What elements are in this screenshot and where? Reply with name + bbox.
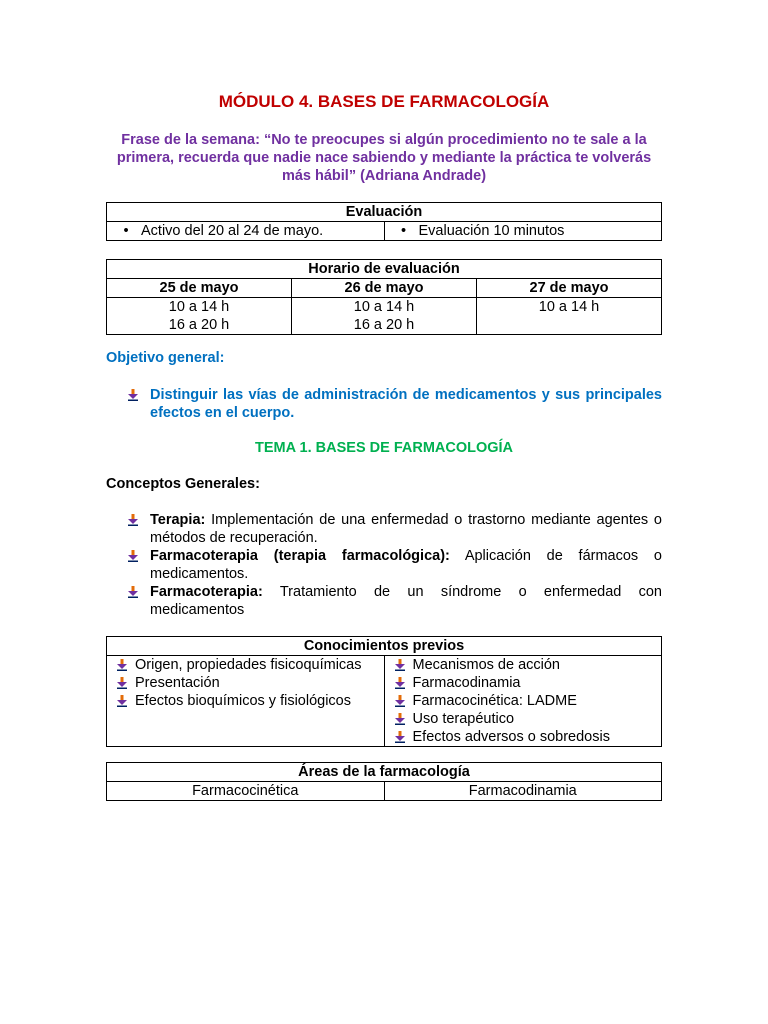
tema-heading: TEMA 1. BASES DE FARMACOLOGÍA <box>254 440 514 456</box>
arrow-bullet-icon <box>117 659 127 671</box>
horario-slot: 10 a 14 h <box>538 299 600 315</box>
concepto-item <box>106 511 662 547</box>
conocimiento-text: Farmacodinamia <box>412 675 521 691</box>
objetivo-item <box>106 386 662 422</box>
conocimientos-table <box>106 636 662 747</box>
conocimiento-text: Origen, propiedades fisicoquímicas <box>135 657 362 673</box>
evaluacion-right-cell <box>384 222 662 241</box>
evaluacion-header: Evaluación <box>107 203 662 222</box>
conocimiento-item <box>389 710 658 728</box>
document-title: MÓDULO 4. BASES DE FARMACOLOGÍA <box>218 92 550 111</box>
concepto-item <box>106 547 662 583</box>
bullet-dot-icon: • <box>400 223 407 239</box>
arrow-bullet-icon <box>395 713 405 725</box>
conocimientos-right-cell <box>384 656 662 747</box>
arrow-bullet-icon <box>117 695 127 707</box>
horario-slot: 16 a 20 h <box>168 317 230 333</box>
arrow-bullet-icon <box>128 389 138 401</box>
conocimientos-left-cell <box>107 656 385 747</box>
arrow-bullet-icon <box>395 695 405 707</box>
evaluacion-right-text: Evaluación 10 minutos <box>418 223 565 239</box>
horario-slot: 16 a 20 h <box>353 317 415 333</box>
objetivo-heading: Objetivo general: <box>106 350 225 366</box>
conceptos-heading: Conceptos Generales: <box>106 476 260 492</box>
conceptos-list <box>106 511 662 619</box>
weekly-quote: Frase de la semana: “No te preocupes si algún procedimiento no te sale a la primera, recuerda que nadie nace sabiendo y mediante la práctica te volverás más hábil” (Adriana Andrade) <box>116 132 652 184</box>
horario-slots-day-2 <box>292 298 477 335</box>
arrow-bullet-icon <box>128 550 138 562</box>
concepto-text: Tratamiento de un síndrome o enfermedad con medicamentos <box>150 584 662 618</box>
conocimiento-item <box>389 728 658 746</box>
conocimiento-item <box>111 692 380 710</box>
horario-slots-day-3 <box>477 298 662 335</box>
conocimiento-text: Presentación <box>135 675 220 691</box>
concepto-term: Terapia: <box>150 512 206 528</box>
conocimiento-text: Efectos adversos o sobredosis <box>412 729 610 745</box>
conocimiento-item <box>111 656 380 674</box>
arrow-bullet-icon <box>395 659 405 671</box>
areas-right-cell: Farmacodinamia <box>384 782 662 801</box>
evaluacion-left-cell <box>107 222 385 241</box>
arrow-bullet-icon <box>128 586 138 598</box>
conocimiento-item <box>111 674 380 692</box>
horario-slot: 10 a 14 h <box>353 299 415 315</box>
horario-day-1: 25 de mayo <box>107 279 292 298</box>
conocimiento-item <box>389 656 658 674</box>
conocimiento-item <box>389 692 658 710</box>
conocimiento-item <box>389 674 658 692</box>
horario-header: Horario de evaluación <box>107 260 662 279</box>
concepto-term: Farmacoterapia: <box>150 584 263 600</box>
evaluacion-left-text: Activo del 20 al 24 de mayo. <box>141 223 324 239</box>
conocimiento-text: Farmacocinética: LADME <box>412 693 577 709</box>
concepto-term: Farmacoterapia (terapia farmacológica): <box>150 548 450 564</box>
horario-slot: 10 a 14 h <box>168 299 230 315</box>
horario-day-2: 26 de mayo <box>292 279 477 298</box>
horario-table <box>106 259 662 335</box>
concepto-text: Implementación de una enfermedad o trastorno mediante agentes o métodos de recuperación. <box>150 512 662 546</box>
horario-day-3: 27 de mayo <box>477 279 662 298</box>
arrow-bullet-icon <box>395 677 405 689</box>
conocimientos-header: Conocimientos previos <box>107 637 662 656</box>
objetivo-text: Distinguir las vías de administración de medicamentos y sus principales efectos en el cuerpo. <box>150 387 662 421</box>
bullet-dot-icon: • <box>123 223 129 239</box>
conocimiento-text: Uso terapéutico <box>412 711 515 727</box>
evaluacion-table <box>106 202 662 241</box>
conocimiento-text: Mecanismos de acción <box>412 657 560 673</box>
horario-slots-day-1 <box>107 298 292 335</box>
concepto-item <box>106 583 662 619</box>
arrow-bullet-icon <box>128 514 138 526</box>
areas-header: Áreas de la farmacología <box>107 763 662 782</box>
arrow-bullet-icon <box>117 677 127 689</box>
conocimiento-text: Efectos bioquímicos y fisiológicos <box>135 693 351 709</box>
concepto-text: Aplicación de fármacos o medicamentos. <box>150 548 662 582</box>
areas-left-cell: Farmacocinética <box>107 782 385 801</box>
areas-table <box>106 762 662 801</box>
arrow-bullet-icon <box>395 731 405 743</box>
